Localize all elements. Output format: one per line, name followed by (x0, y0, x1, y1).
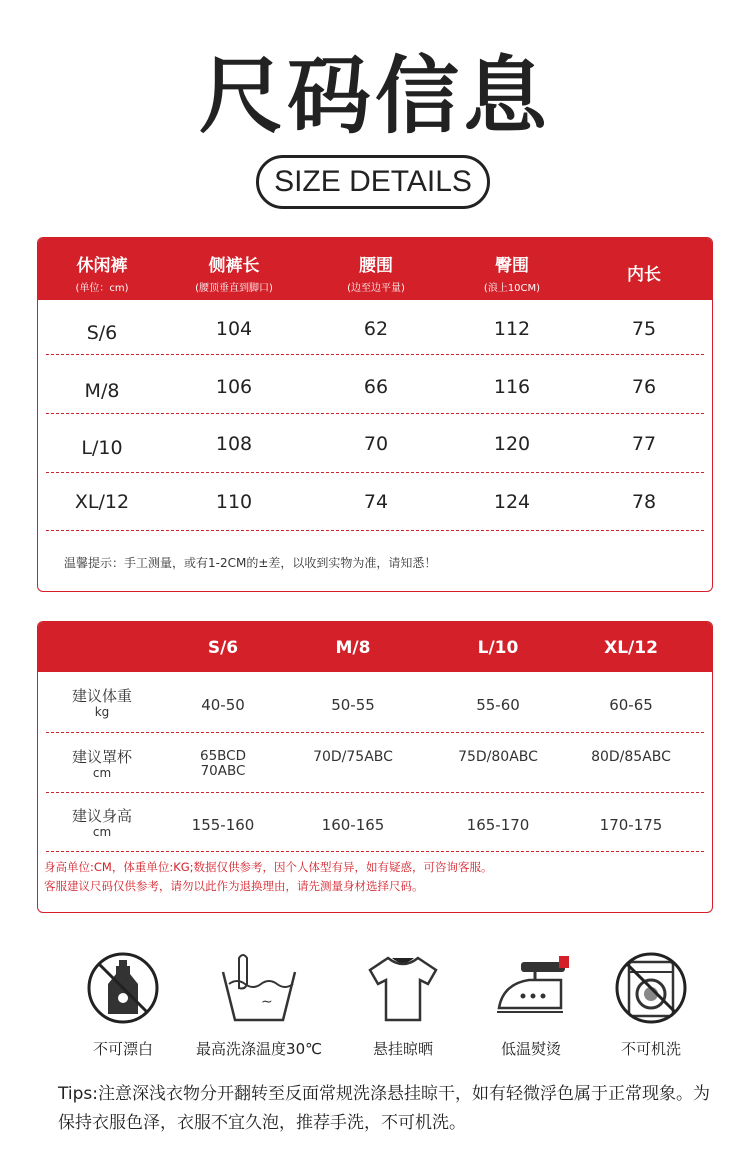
table-header (38, 622, 712, 672)
subtitle-badge (256, 155, 490, 209)
header-cell: 侧裤长 (腰顶垂直到脚口) (195, 256, 273, 294)
header-cell: S/6 (207, 638, 239, 658)
table-row: 建议体重 kg 40-50 50-55 55-60 60-65 (71, 687, 653, 719)
row-divider (46, 354, 704, 355)
header-cell: M/8 (335, 638, 371, 658)
wash-30-icon (209, 948, 309, 1028)
table-row: L/10 108 70 120 77 (81, 433, 657, 459)
care-label: 悬挂晾晒 (372, 1040, 433, 1058)
no-bleach-icon (83, 948, 163, 1028)
header-cell: 休闲裤 (单位：cm) (75, 256, 129, 294)
care-label: 不可漂白 (92, 1040, 153, 1058)
care-item-wash-30 (184, 948, 334, 1059)
recommendation-table (37, 621, 713, 913)
hang-dry-icon (358, 948, 448, 1028)
header-cell: 臀围 (浪上10CM) (483, 256, 541, 294)
table-row: S/6 104 62 112 75 (86, 318, 657, 344)
row-divider (46, 413, 704, 414)
row-divider (46, 472, 704, 473)
row-divider (46, 792, 704, 793)
header-cell: 内长 (627, 265, 661, 285)
header-cell: XL/12 (604, 638, 658, 658)
care-item-no-machine-wash (576, 948, 726, 1059)
page-title: 尺码信息 (198, 47, 551, 145)
care-label: 不可机洗 (620, 1040, 681, 1058)
table-row: XL/12 110 74 124 78 (74, 491, 657, 513)
care-label: 最高洗涤温度30℃ (196, 1040, 322, 1058)
no-machine-wash-icon (611, 948, 691, 1028)
header-cell: L/10 (477, 638, 519, 658)
care-item-no-bleach (48, 948, 198, 1059)
subtitle-text: SIZE DETAILS (274, 165, 472, 198)
pants-size-table (37, 237, 713, 592)
table-header (38, 238, 712, 300)
care-label: 低温熨烫 (500, 1040, 561, 1058)
row-divider (46, 732, 704, 733)
table-row: 建议罩杯 cm 65BCD 70ABC 70D/75ABC 75D/80ABC 80D/85ABC (71, 748, 671, 780)
table-row: M/8 106 66 116 76 (84, 376, 657, 402)
low-iron-icon (481, 948, 581, 1028)
care-tips: Tips:注意深浅衣物分开翻转至反面常规洗涤悬挂晾干，如有轻微浮色属于正常现象。为保持衣服色泽，衣服不宜久泡，推荐手洗，不可机洗。 (58, 1084, 710, 1133)
svg-text:∼: ∼ (261, 993, 273, 1009)
row-divider (46, 851, 704, 852)
header-cell: 腰围 (边至边平量) (347, 256, 405, 294)
measurement-note: 温馨提示：手工测量，或有1-2CM的±差，以收到实物为准，请知悉！ (64, 556, 437, 570)
disclaimer-note: 身高单位:CM，体重单位:KG;数据仅供参考，因个人体型有异，如有疑惑，可咨询客服。 客服建议尺码仅供参考，请勿以此作为退换理由，请先测量身材选择尺码。 (44, 860, 493, 893)
row-divider (46, 530, 704, 531)
table-row: 建议身高 cm 155-160 160-165 165-170 170-175 (71, 807, 663, 839)
